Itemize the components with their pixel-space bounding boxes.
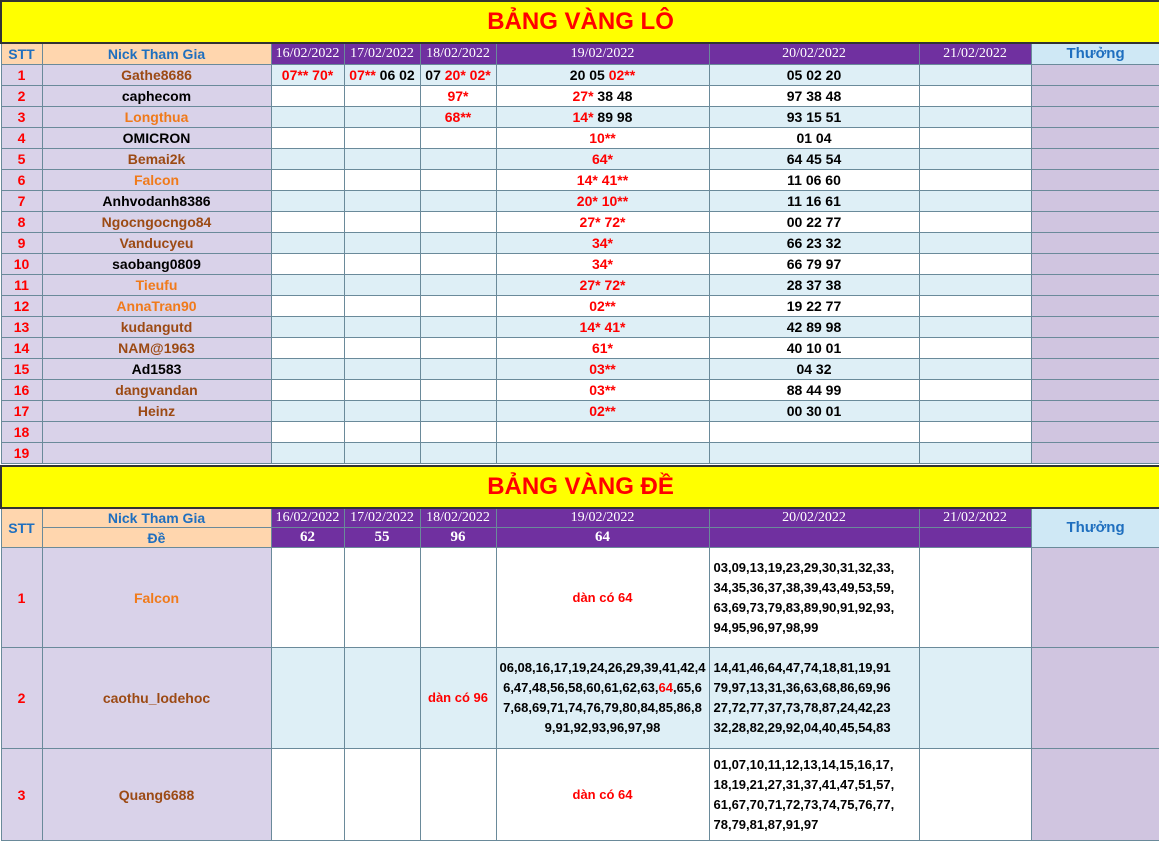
date-cell[interactable]: [271, 211, 344, 232]
table-row: [1, 316, 1159, 337]
header-date: 19/02/2022: [496, 508, 709, 528]
header-date: 17/02/2022: [344, 508, 420, 528]
prize-cell[interactable]: [1031, 749, 1159, 841]
prize-cell[interactable]: [1031, 64, 1159, 85]
row-nick: Gathe8686: [42, 64, 271, 85]
prize-cell[interactable]: [1031, 127, 1159, 148]
date-cell[interactable]: [420, 442, 496, 463]
date-cell[interactable]: [496, 274, 709, 295]
date-cell[interactable]: [496, 442, 709, 463]
header-prize: Thưởng: [1031, 508, 1159, 548]
date-cell[interactable]: [496, 316, 709, 337]
prize-cell[interactable]: [1031, 190, 1159, 211]
date-cell[interactable]: [496, 379, 709, 400]
table-row: [1, 358, 1159, 379]
prize-cell[interactable]: [1031, 358, 1159, 379]
cell-segment: 14* 41**: [576, 171, 629, 188]
date-cell[interactable]: [420, 400, 496, 421]
date-cell[interactable]: [919, 211, 1031, 232]
row-stt: 2: [1, 85, 42, 106]
date-cell[interactable]: [919, 106, 1031, 127]
row-stt: 16: [1, 379, 42, 400]
date-cell[interactable]: [496, 337, 709, 358]
date-cell[interactable]: [344, 358, 420, 379]
date-cell[interactable]: [919, 442, 1031, 463]
date-cell[interactable]: [271, 316, 344, 337]
date-cell[interactable]: [420, 106, 496, 127]
header-de-label: Đề: [42, 528, 271, 548]
cell-segment: dàn có 96: [428, 690, 488, 705]
date-cell[interactable]: [344, 648, 420, 749]
date-cell[interactable]: [271, 749, 344, 841]
row-nick: saobang0809: [42, 253, 271, 274]
table-row: [1, 253, 1159, 274]
table-row: [1, 379, 1159, 400]
date-cell[interactable]: [420, 379, 496, 400]
row-nick: AnnaTran90: [42, 295, 271, 316]
row-stt: 1: [1, 64, 42, 85]
cell-segment: dàn có 64: [572, 589, 633, 605]
table-row: [1, 749, 1159, 841]
row-nick: Longthua: [42, 106, 271, 127]
date-cell[interactable]: 66 79 97: [709, 253, 919, 274]
cell-segment: 06,08,16,17,19,24,26,29,39,41,42,46,47,48,56,58,60,61,62,63,: [499, 660, 706, 695]
date-cell[interactable]: [919, 127, 1031, 148]
date-cell[interactable]: 14,41,46,64,47,74,18,81,19,91 79,97,13,31,36,63,68,86,69,96 27,72,77,37,73,78,87,24,42,23 32,28,82,29,92,04,40,45,54,83: [709, 648, 919, 749]
table-row: [1, 148, 1159, 169]
date-cell[interactable]: [420, 211, 496, 232]
cell-segment: 07: [425, 66, 445, 83]
row-stt: 14: [1, 337, 42, 358]
table-row: [1, 442, 1159, 463]
row-nick: Tieufu: [42, 274, 271, 295]
cell-segment: 06 02: [375, 66, 415, 83]
date-cell[interactable]: [344, 64, 420, 85]
row-stt: 3: [1, 106, 42, 127]
table-row: [1, 85, 1159, 106]
date-cell[interactable]: 66 23 32: [709, 232, 919, 253]
date-cell[interactable]: [420, 190, 496, 211]
header-date: 17/02/2022: [344, 43, 420, 64]
date-cell[interactable]: [496, 421, 709, 442]
date-cell[interactable]: [271, 85, 344, 106]
row-stt: 9: [1, 232, 42, 253]
date-cell[interactable]: [420, 127, 496, 148]
date-cell[interactable]: [271, 379, 344, 400]
table-row: [1, 211, 1159, 232]
cell-segment: 89 98: [593, 108, 633, 125]
date-cell[interactable]: [496, 85, 709, 106]
date-cell[interactable]: [344, 548, 420, 648]
table-row: [1, 295, 1159, 316]
header-date: 18/02/2022: [420, 508, 496, 528]
date-cell[interactable]: 19 22 77: [709, 295, 919, 316]
date-cell[interactable]: [271, 358, 344, 379]
date-cell[interactable]: [344, 148, 420, 169]
prize-cell[interactable]: [1031, 211, 1159, 232]
date-cell[interactable]: [496, 190, 709, 211]
date-cell[interactable]: [344, 190, 420, 211]
date-cell[interactable]: 04 32: [709, 358, 919, 379]
date-cell[interactable]: [420, 358, 496, 379]
date-cell[interactable]: 05 02 20: [709, 64, 919, 85]
row-stt: 17: [1, 400, 42, 421]
date-cell[interactable]: [344, 442, 420, 463]
date-cell[interactable]: [420, 169, 496, 190]
cell-segment: 20 05: [569, 66, 609, 83]
row-stt: 12: [1, 295, 42, 316]
date-cell[interactable]: [919, 648, 1031, 749]
date-cell[interactable]: [271, 274, 344, 295]
date-cell[interactable]: [271, 64, 344, 85]
de-title: BẢNG VÀNG ĐỀ: [1, 466, 1159, 508]
date-cell[interactable]: [344, 106, 420, 127]
prize-cell[interactable]: [1031, 337, 1159, 358]
row-nick: kudangutd: [42, 316, 271, 337]
date-cell[interactable]: [420, 64, 496, 85]
table-row: [1, 648, 1159, 749]
cell-segment: 61*: [591, 339, 614, 356]
de-result: 96: [420, 528, 496, 548]
row-nick: Heinz: [42, 400, 271, 421]
date-cell[interactable]: [919, 232, 1031, 253]
date-cell[interactable]: [344, 274, 420, 295]
date-cell[interactable]: [496, 106, 709, 127]
date-cell[interactable]: [496, 148, 709, 169]
date-cell[interactable]: [271, 400, 344, 421]
date-cell[interactable]: [344, 421, 420, 442]
date-cell[interactable]: [919, 190, 1031, 211]
date-cell[interactable]: [344, 337, 420, 358]
cell-segment: 02**: [608, 66, 636, 83]
date-cell[interactable]: 28 37 38: [709, 274, 919, 295]
date-cell[interactable]: [919, 421, 1031, 442]
de-result: 64: [496, 528, 709, 548]
cell-segment: dàn có 64: [572, 786, 633, 802]
cell-segment: 07**: [349, 66, 376, 83]
date-cell[interactable]: [420, 749, 496, 841]
de-result: 62: [271, 528, 344, 548]
date-cell[interactable]: [496, 648, 709, 749]
row-nick: dangvandan: [42, 379, 271, 400]
table-row: [1, 274, 1159, 295]
date-cell[interactable]: [344, 400, 420, 421]
row-stt: 1: [1, 548, 42, 648]
row-stt: 7: [1, 190, 42, 211]
date-cell[interactable]: [420, 295, 496, 316]
row-stt: 3: [1, 749, 42, 841]
date-cell[interactable]: [919, 85, 1031, 106]
date-cell[interactable]: 97 38 48: [709, 85, 919, 106]
row-stt: 6: [1, 169, 42, 190]
date-cell[interactable]: [420, 85, 496, 106]
row-stt: 8: [1, 211, 42, 232]
prize-cell[interactable]: [1031, 148, 1159, 169]
date-cell[interactable]: [271, 648, 344, 749]
date-cell[interactable]: [919, 379, 1031, 400]
date-cell[interactable]: [496, 211, 709, 232]
date-cell[interactable]: [420, 253, 496, 274]
date-cell[interactable]: [496, 253, 709, 274]
header-prize: Thưởng: [1031, 43, 1159, 64]
date-cell[interactable]: [919, 749, 1031, 841]
date-cell[interactable]: [271, 232, 344, 253]
date-cell[interactable]: [919, 358, 1031, 379]
date-cell[interactable]: [709, 421, 919, 442]
date-cell[interactable]: [496, 358, 709, 379]
prize-cell[interactable]: [1031, 85, 1159, 106]
date-cell[interactable]: 40 10 01: [709, 337, 919, 358]
date-cell[interactable]: [344, 232, 420, 253]
date-cell[interactable]: [919, 400, 1031, 421]
row-nick: Anhvodanh8386: [42, 190, 271, 211]
row-nick: Bemai2k: [42, 148, 271, 169]
date-cell[interactable]: [496, 548, 709, 648]
date-cell[interactable]: [496, 127, 709, 148]
date-cell[interactable]: [496, 749, 709, 841]
date-cell[interactable]: [344, 85, 420, 106]
header-stt: STT: [1, 43, 42, 64]
date-cell[interactable]: [420, 148, 496, 169]
table-row: [1, 127, 1159, 148]
date-cell[interactable]: [271, 169, 344, 190]
table-row: [1, 190, 1159, 211]
cell-segment: 14* 41*: [579, 318, 626, 335]
cell-segment: ,65,67,68,69,71,74,76,79,80,84,85,86,89,91,92,93,96,97,98: [503, 680, 702, 735]
header-date: 21/02/2022: [919, 43, 1031, 64]
de-result: [709, 528, 919, 548]
cell-segment: 27*: [572, 87, 594, 104]
table-row: [1, 232, 1159, 253]
date-cell[interactable]: 93 15 51: [709, 106, 919, 127]
cell-segment: 27* 72*: [579, 213, 626, 230]
date-cell[interactable]: [344, 295, 420, 316]
prize-cell[interactable]: [1031, 421, 1159, 442]
date-cell[interactable]: [344, 749, 420, 841]
date-cell[interactable]: [271, 548, 344, 648]
row-stt: 10: [1, 253, 42, 274]
de-result: 55: [344, 528, 420, 548]
header-date: 20/02/2022: [709, 508, 919, 528]
row-stt: 13: [1, 316, 42, 337]
table-row: [1, 64, 1159, 85]
row-stt: 19: [1, 442, 42, 463]
cell-segment: 14*: [572, 108, 594, 125]
date-cell[interactable]: [420, 337, 496, 358]
prize-cell[interactable]: [1031, 379, 1159, 400]
row-stt: 18: [1, 421, 42, 442]
prize-cell[interactable]: [1031, 400, 1159, 421]
header-date: 16/02/2022: [271, 508, 344, 528]
date-cell[interactable]: [344, 169, 420, 190]
date-cell[interactable]: [420, 648, 496, 749]
prize-cell[interactable]: [1031, 316, 1159, 337]
date-cell[interactable]: [271, 421, 344, 442]
date-cell[interactable]: [271, 127, 344, 148]
prize-cell[interactable]: [1031, 295, 1159, 316]
row-nick: [42, 442, 271, 463]
date-cell[interactable]: [420, 421, 496, 442]
cell-segment: 03**: [589, 360, 616, 377]
date-cell[interactable]: [496, 295, 709, 316]
cell-segment: 02**: [589, 297, 616, 314]
prize-cell[interactable]: [1031, 232, 1159, 253]
prize-cell[interactable]: [1031, 274, 1159, 295]
de-table: [0, 465, 1159, 842]
cell-segment: 97*: [447, 87, 469, 104]
row-nick: Vanducyeu: [42, 232, 271, 253]
date-cell[interactable]: [420, 548, 496, 648]
header-date: 18/02/2022: [420, 43, 496, 64]
table-row: [1, 421, 1159, 442]
date-cell[interactable]: [919, 337, 1031, 358]
header-date: 19/02/2022: [496, 43, 709, 64]
date-cell[interactable]: 01,07,10,11,12,13,14,15,16,17, 18,19,21,27,31,37,41,47,51,57, 61,67,70,71,72,73,74,75,76,77, 78,79,81,87,91,97: [709, 749, 919, 841]
date-cell[interactable]: [919, 253, 1031, 274]
date-cell[interactable]: [344, 127, 420, 148]
cell-segment: 20* 10**: [576, 192, 629, 209]
row-stt: 15: [1, 358, 42, 379]
date-cell[interactable]: [271, 442, 344, 463]
date-cell[interactable]: [496, 400, 709, 421]
cell-segment: 10**: [589, 129, 616, 146]
row-nick: caphecom: [42, 85, 271, 106]
prize-cell[interactable]: [1031, 253, 1159, 274]
cell-segment: 64: [658, 680, 673, 695]
date-cell[interactable]: [420, 316, 496, 337]
header-date: 21/02/2022: [919, 508, 1031, 528]
de-result: [919, 528, 1031, 548]
prize-cell[interactable]: [1031, 442, 1159, 463]
date-cell[interactable]: [420, 232, 496, 253]
date-cell[interactable]: 01 04: [709, 127, 919, 148]
cell-segment: 38 48: [593, 87, 633, 104]
header-nick: Nick Tham Gia: [42, 508, 271, 528]
row-nick: caothu_lodehoc: [42, 648, 271, 749]
cell-segment: 20* 02*: [444, 66, 491, 83]
date-cell[interactable]: [919, 169, 1031, 190]
date-cell[interactable]: 00 22 77: [709, 211, 919, 232]
row-stt: 4: [1, 127, 42, 148]
row-nick: Falcon: [42, 548, 271, 648]
date-cell[interactable]: [496, 64, 709, 85]
table-row: [1, 169, 1159, 190]
row-nick: OMICRON: [42, 127, 271, 148]
prize-cell[interactable]: [1031, 648, 1159, 749]
cell-segment: 27* 72*: [579, 276, 626, 293]
table-row: [1, 548, 1159, 648]
date-cell[interactable]: [709, 442, 919, 463]
row-nick: [42, 421, 271, 442]
date-cell[interactable]: [271, 106, 344, 127]
date-cell[interactable]: [271, 337, 344, 358]
row-nick: NAM@1963: [42, 337, 271, 358]
date-cell[interactable]: [344, 379, 420, 400]
header-stt: STT: [1, 508, 42, 548]
date-cell[interactable]: [420, 274, 496, 295]
cell-segment: 03**: [589, 381, 616, 398]
date-cell[interactable]: 03,09,13,19,23,29,30,31,32,33, 34,35,36,37,38,39,43,49,53,59, 63,69,73,79,83,89,90,91,92,93, 94,95,96,97,98,99: [709, 548, 919, 648]
cell-segment: 34*: [591, 255, 614, 272]
row-nick: Quang6688: [42, 749, 271, 841]
table-row: [1, 400, 1159, 421]
date-cell[interactable]: [271, 190, 344, 211]
date-cell[interactable]: [344, 316, 420, 337]
table-row: [1, 337, 1159, 358]
date-cell[interactable]: [496, 232, 709, 253]
date-cell[interactable]: 42 89 98: [709, 316, 919, 337]
header-date: 20/02/2022: [709, 43, 919, 64]
date-cell[interactable]: 88 44 99: [709, 379, 919, 400]
date-cell[interactable]: 00 30 01: [709, 400, 919, 421]
row-stt: 11: [1, 274, 42, 295]
date-cell[interactable]: [271, 295, 344, 316]
date-cell[interactable]: 11 06 60: [709, 169, 919, 190]
date-cell[interactable]: [919, 274, 1031, 295]
row-stt: 2: [1, 648, 42, 749]
cell-segment: 07** 70*: [281, 66, 334, 83]
date-cell[interactable]: [344, 253, 420, 274]
header-date: 16/02/2022: [271, 43, 344, 64]
date-cell[interactable]: [919, 316, 1031, 337]
date-cell[interactable]: 64 45 54: [709, 148, 919, 169]
date-cell[interactable]: [919, 148, 1031, 169]
row-nick: Ngocngocngo84: [42, 211, 271, 232]
date-cell[interactable]: [919, 64, 1031, 85]
date-cell[interactable]: 11 16 61: [709, 190, 919, 211]
row-stt: 5: [1, 148, 42, 169]
date-cell[interactable]: [919, 548, 1031, 648]
row-nick: Falcon: [42, 169, 271, 190]
prize-cell[interactable]: [1031, 548, 1159, 648]
row-nick: Ad1583: [42, 358, 271, 379]
header-nick: Nick Tham Gia: [42, 43, 271, 64]
cell-segment: 68**: [444, 108, 472, 125]
date-cell[interactable]: [271, 253, 344, 274]
date-cell[interactable]: [496, 169, 709, 190]
prize-cell[interactable]: [1031, 106, 1159, 127]
table-row: [1, 106, 1159, 127]
date-cell[interactable]: [344, 211, 420, 232]
prize-cell[interactable]: [1031, 169, 1159, 190]
cell-segment: 64*: [591, 150, 614, 167]
lo-title: BẢNG VÀNG LÔ: [1, 1, 1159, 43]
date-cell[interactable]: [271, 148, 344, 169]
cell-segment: 02**: [589, 402, 616, 419]
date-cell[interactable]: [919, 295, 1031, 316]
cell-segment: 34*: [591, 234, 614, 251]
